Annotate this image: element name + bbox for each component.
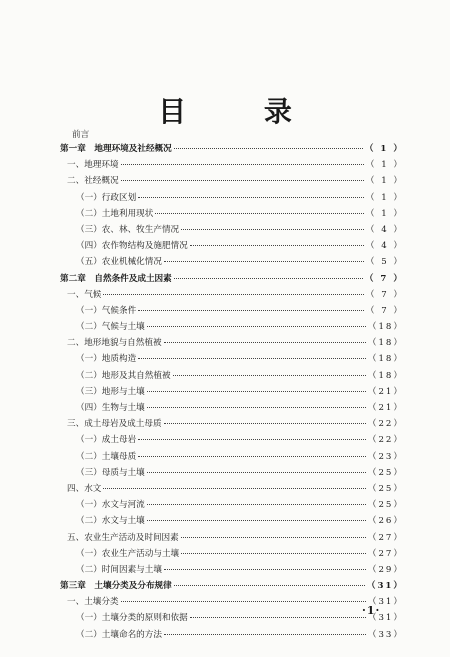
dot-leader — [174, 278, 363, 279]
toc-entry-page: （27） — [367, 548, 404, 559]
toc-entry-label: 第三章 土壤分类及分布规律 — [60, 581, 172, 592]
toc-entry-sub[interactable] — [60, 352, 404, 368]
dot-leader — [181, 537, 366, 538]
toc-entry-page: （33） — [367, 629, 404, 640]
toc-entry-label: 第二章 自然条件及成土因素 — [60, 273, 172, 284]
toc-entry-label: （一）农业生产活动与土壤 — [76, 548, 180, 559]
toc-entry-sub[interactable] — [60, 369, 404, 385]
toc-entry-label: （三）地形与土壤 — [76, 386, 145, 397]
toc-entry-label: （二）地形及其自然植被 — [76, 370, 171, 381]
dot-leader — [103, 294, 363, 295]
dot-leader — [147, 520, 366, 521]
dot-leader — [174, 585, 365, 586]
dot-leader — [155, 213, 364, 214]
toc-entry-page: （31） — [366, 581, 404, 592]
toc-entry-label: （二）时间因素与土壤 — [76, 564, 162, 575]
toc-entry-label: （一）土壤分类的原则和依据 — [76, 613, 188, 624]
toc-entry-sub[interactable] — [60, 466, 404, 482]
toc-entry-page: （21） — [367, 403, 404, 413]
toc-entry-sub[interactable] — [60, 385, 404, 401]
toc-entry-chapter[interactable] — [60, 142, 404, 158]
dot-leader — [164, 261, 364, 262]
page-number: ·1· — [362, 604, 381, 617]
dot-leader — [174, 148, 363, 149]
toc-entry-label: （一）成土母岩 — [76, 435, 137, 446]
dot-leader — [181, 553, 366, 554]
toc-entry-section[interactable] — [60, 158, 404, 174]
toc-entry-sub[interactable] — [60, 547, 404, 563]
dot-leader — [138, 197, 364, 198]
toc-entry-sub[interactable] — [60, 255, 404, 271]
toc-entry-page: （ 1 ） — [365, 192, 404, 203]
toc-preface-label: 前言 — [72, 130, 90, 140]
toc-entry-label: 第一章 地理环境及社经概况 — [60, 144, 172, 154]
toc-entry-chapter[interactable] — [60, 272, 404, 288]
toc-entry-section[interactable] — [60, 417, 404, 433]
toc-entry-label: （二）土壤母质 — [76, 451, 137, 462]
toc-entry-label: （三）农、林、牧生产情况 — [76, 224, 180, 235]
dot-leader — [138, 456, 366, 457]
dot-leader — [164, 423, 366, 424]
dot-leader — [138, 358, 366, 359]
toc-entry-label: 三、成土母岩及成土母质 — [67, 419, 162, 430]
toc-entry-sub[interactable] — [60, 514, 404, 530]
dot-leader — [121, 164, 364, 165]
toc-entry-page: （22） — [367, 419, 404, 430]
dot-leader — [173, 375, 366, 376]
dot-leader — [103, 488, 365, 489]
dot-leader — [121, 601, 366, 602]
toc-entry-page: （ 4 ） — [365, 241, 404, 252]
toc-entry-label: （一）水文与河流 — [76, 500, 145, 511]
toc-entry-page: （21） — [367, 386, 404, 397]
page-title: 目 录 — [158, 95, 326, 128]
toc-entry-page: （18） — [367, 322, 404, 333]
toc-entry-sub[interactable] — [60, 450, 404, 466]
toc-entry-label: （五）农业机械化情况 — [76, 257, 162, 268]
toc-entry-sub[interactable] — [60, 207, 404, 223]
toc-entry-label: 一、土壤分类 — [67, 597, 119, 608]
toc-entry-label: （一）地质构造 — [76, 354, 137, 365]
toc-entry-sub[interactable] — [60, 628, 404, 644]
toc-entry-label: （二）气候与土壤 — [76, 322, 145, 333]
toc-entry-page: （25） — [367, 467, 404, 478]
dot-leader — [190, 245, 364, 246]
toc-entry-sub[interactable] — [60, 239, 404, 255]
toc-entry-page: （18） — [367, 338, 404, 349]
toc-entry-page: （ 1 ） — [365, 176, 404, 187]
toc-entry-section[interactable] — [60, 595, 404, 611]
toc-entry-page: （ 7 ） — [364, 273, 404, 284]
toc-entry-label: （二）土地利用现状 — [76, 208, 154, 219]
dot-leader — [164, 634, 366, 635]
toc-entry-page: （ 1 ） — [365, 160, 404, 171]
toc-entry-label: 二、地形地貌与自然植被 — [67, 338, 162, 349]
toc-entry-page: （25） — [367, 483, 404, 494]
toc-entry-section[interactable] — [60, 531, 404, 547]
toc-entry-label: （二）水文与土壤 — [76, 516, 145, 527]
toc-entry-label: 四、水文 — [67, 483, 102, 494]
toc-entry-page: （31） — [367, 597, 404, 608]
toc-entry-page: （22） — [367, 435, 404, 446]
toc-entry-page: （ 1 ） — [365, 208, 404, 219]
toc-entry-page: （ 7 ） — [365, 289, 404, 300]
toc-entry-label: （二）土壤命名的方法 — [76, 629, 162, 640]
dot-leader — [190, 617, 366, 618]
toc-entry-page: （ 4 ） — [365, 224, 404, 235]
toc-entry-label: （一）行政区划 — [76, 192, 137, 203]
dot-leader — [147, 472, 366, 473]
toc-entry-sub[interactable] — [60, 223, 404, 239]
toc-entry-page: （31） — [367, 613, 404, 624]
toc-entry-section[interactable] — [60, 288, 404, 304]
dot-leader — [138, 310, 364, 311]
toc-entries — [60, 142, 404, 644]
dot-leader — [181, 229, 364, 230]
toc-entry-page: （23） — [367, 451, 404, 462]
toc-entry-page: （29） — [367, 564, 404, 575]
toc-entry-sub[interactable] — [60, 611, 404, 627]
dot-leader — [147, 407, 366, 408]
toc-entry-chapter[interactable] — [60, 579, 404, 595]
toc-entry-label: 一、地理环境 — [67, 160, 119, 171]
toc-entry-sub[interactable] — [60, 433, 404, 449]
table-of-contents — [60, 128, 404, 644]
toc-preface[interactable] — [60, 128, 404, 142]
dot-leader — [164, 342, 366, 343]
toc-entry-sub[interactable] — [60, 498, 404, 514]
toc-entry-label: （四）生物与土壤 — [76, 403, 145, 413]
dot-leader — [147, 326, 366, 327]
toc-entry-section[interactable] — [60, 174, 404, 190]
toc-entry-sub[interactable] — [60, 191, 404, 207]
dot-leader — [121, 180, 364, 181]
toc-entry-page: （ 7 ） — [365, 305, 404, 316]
toc-entry-label: 一、气候 — [67, 289, 102, 300]
toc-entry-section[interactable] — [60, 482, 404, 498]
dot-leader — [164, 569, 366, 570]
toc-entry-sub[interactable] — [60, 320, 404, 336]
toc-entry-label: 五、农业生产活动及时间因素 — [67, 532, 179, 543]
toc-entry-page: （ 5 ） — [365, 257, 404, 268]
toc-entry-label: 二、社经概况 — [67, 176, 119, 187]
toc-entry-label: （三）母质与土壤 — [76, 467, 145, 478]
toc-entry-label: （四）农作物结构及施肥情况 — [76, 241, 188, 252]
dot-leader — [138, 439, 366, 440]
toc-entry-page: （ 1 ） — [364, 144, 404, 154]
toc-entry-sub[interactable] — [60, 304, 404, 320]
toc-entry-page: （26） — [367, 516, 404, 527]
toc-entry-page: （25） — [367, 500, 404, 511]
toc-entry-page: （18） — [367, 370, 404, 381]
toc-entry-label: （一）气候条件 — [76, 305, 137, 316]
toc-entry-section[interactable] — [60, 336, 404, 352]
toc-entry-page: （27） — [367, 532, 404, 543]
dot-leader — [147, 391, 366, 392]
toc-entry-sub[interactable] — [60, 401, 404, 417]
toc-entry-page: （18） — [367, 354, 404, 365]
toc-entry-sub[interactable] — [60, 563, 404, 579]
dot-leader — [147, 504, 366, 505]
